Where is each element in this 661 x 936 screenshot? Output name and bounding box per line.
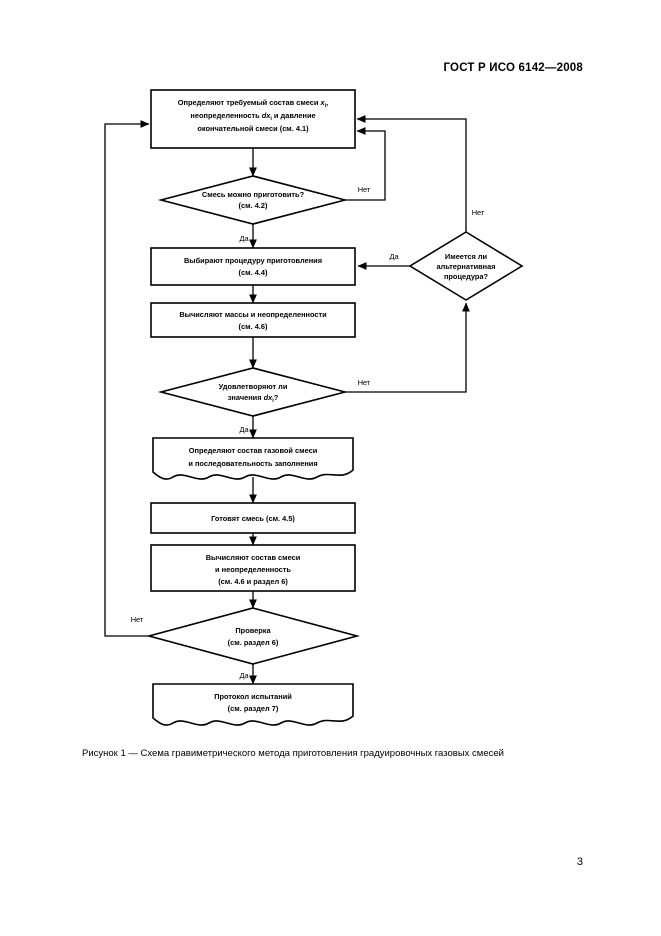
svg-text:альтернативная: альтернативная [436, 262, 496, 271]
edge-label-n11-no: Нет [471, 208, 485, 217]
svg-text:Определяют требуемый состав см: Определяют требуемый состав смеси $x_i$, [177, 98, 329, 109]
svg-text:Готовят смесь (см. 4.5): Готовят смесь (см. 4.5) [211, 514, 295, 523]
page-number: 3 [576, 856, 583, 868]
svg-text:Проверка: Проверка [235, 626, 271, 635]
edge-label-n9-no: Нет [130, 615, 144, 624]
svg-text:Протокол испытаний: Протокол испытаний [214, 692, 292, 701]
svg-text:(см. раздел 7): (см. раздел 7) [227, 704, 279, 713]
svg-text:Выбирают процедуру приготовлен: Выбирают процедуру приготовления [183, 256, 323, 265]
svg-text:процедура?: процедура? [443, 272, 489, 281]
node-determine-required-composition [151, 90, 355, 148]
svg-text:Смесь можно приготовить?: Смесь можно приготовить? [201, 190, 305, 199]
svg-text:Вычисляют состав смеси: Вычисляют состав смеси [205, 553, 301, 562]
svg-text:и последовательность заполнени: и последовательность заполнения [188, 459, 318, 468]
node-verification [149, 608, 357, 664]
svg-text:Вычисляют массы и неопределенн: Вычисляют массы и неопределенности [179, 310, 327, 319]
node-calculate-masses [151, 303, 355, 337]
svg-text:Определяют состав газовой смес: Определяют состав газовой смеси [188, 446, 318, 455]
svg-text:(см. 4.4): (см. 4.4) [238, 268, 268, 277]
svg-text:и неопределенность: и неопределенность [215, 565, 291, 574]
svg-text:Удовлетворяют ли: Удовлетворяют ли [218, 382, 288, 391]
edge-label-n11-yes: Да [389, 252, 399, 261]
svg-text:Имеется ли: Имеется ли [444, 252, 488, 261]
node-determine-gas-composition [153, 438, 353, 479]
node-can-mixture-be-prepared [161, 176, 345, 224]
svg-text:значения dxi?: значения $dx_i$? [227, 393, 279, 404]
edge-label-n2-no: Нет [357, 185, 371, 194]
node-calculate-composition-uncertainty [151, 545, 355, 591]
node-test-report [153, 684, 353, 725]
figure-caption: Рисунок 1 — Схема гравиметрического метода приготовления градуировочных газовых смесей [82, 748, 504, 759]
document-header: ГОСТ Р ИСО 6142—2008 [443, 62, 583, 74]
connector-n11-no-to-n1 [357, 119, 466, 232]
svg-text:(см. 4.6): (см. 4.6) [238, 322, 268, 331]
svg-text:(см. раздел 6): (см. раздел 6) [227, 638, 279, 647]
node-alternative-procedure-available [410, 232, 522, 300]
svg-text:неопределенность dxi и давлени: неопределенность $dx_i$ и давление [190, 111, 316, 122]
node-prepare-mixture [151, 503, 355, 533]
node-are-dx-values-satisfactory [161, 368, 345, 416]
edge-label-n9-yes: Да [239, 671, 249, 680]
svg-text:окончательной смеси (см. 4.1): окончательной смеси (см. 4.1) [197, 124, 309, 133]
svg-text:(см. 4.6 и раздел 6): (см. 4.6 и раздел 6) [218, 577, 288, 586]
svg-text:(см. 4.2): (см. 4.2) [238, 201, 268, 210]
node-select-procedure [151, 248, 355, 285]
edge-label-n5-no: Нет [357, 378, 371, 387]
edge-label-n5-yes: Да [239, 425, 249, 434]
edge-label-n2-yes: Да [239, 234, 249, 243]
